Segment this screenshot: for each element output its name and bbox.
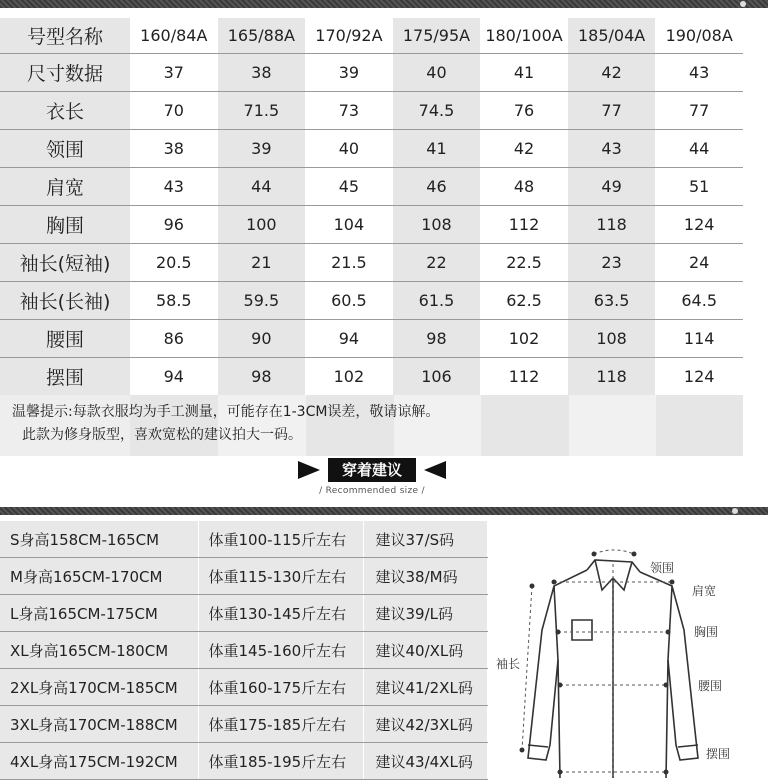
- value-cell: 39: [305, 54, 393, 92]
- value-cell: 51: [655, 168, 743, 206]
- measurement-dots: [520, 552, 675, 775]
- table-row: [0, 669, 487, 706]
- height-cell: 3XL身高170CM-188CM: [0, 706, 198, 743]
- weight-cell: 体重185-195斤左右: [198, 743, 363, 780]
- value-cell: 74.5: [393, 92, 481, 130]
- value-cell: 20.5: [130, 244, 218, 282]
- header-size-cell: 170/92A: [305, 18, 393, 54]
- value-cell: 106: [393, 358, 481, 396]
- value-cell: 90: [218, 320, 306, 358]
- value-cell: 22: [393, 244, 481, 282]
- size-table-header: [0, 18, 743, 54]
- size-table: [0, 18, 743, 396]
- value-cell: 44: [218, 168, 306, 206]
- row-label-cell: 腰围: [0, 320, 130, 358]
- height-cell: L身高165CM-175CM: [0, 595, 198, 632]
- value-cell: 21: [218, 244, 306, 282]
- weight-cell: 体重100-115斤左右: [198, 521, 363, 558]
- table-row: [0, 244, 743, 282]
- value-cell: 38: [130, 130, 218, 168]
- value-cell: 124: [655, 206, 743, 244]
- value-cell: 40: [305, 130, 393, 168]
- table-row: [0, 358, 743, 396]
- value-cell: 102: [480, 320, 568, 358]
- value-cell: 58.5: [130, 282, 218, 320]
- middle-divider-bar: [0, 507, 768, 515]
- label-collar: 领围: [650, 561, 675, 575]
- divider-dot-icon: [740, 1, 746, 7]
- height-cell: XL身高165CM-180CM: [0, 632, 198, 669]
- value-cell: 94: [130, 358, 218, 396]
- top-divider-bar: [0, 0, 768, 8]
- table-row: [0, 595, 487, 632]
- value-cell: 71.5: [218, 92, 306, 130]
- divider-dot-icon: [732, 508, 738, 514]
- table-row: [0, 130, 743, 168]
- value-cell: 70: [130, 92, 218, 130]
- value-cell: 114: [655, 320, 743, 358]
- value-cell: 48: [480, 168, 568, 206]
- label-sleeve: 袖长: [496, 657, 521, 671]
- size-cell: 建议43/4XL码: [363, 743, 487, 780]
- value-cell: 46: [393, 168, 481, 206]
- header-size-cell: 160/84A: [130, 18, 218, 54]
- value-cell: 22.5: [480, 244, 568, 282]
- value-cell: 44: [655, 130, 743, 168]
- value-cell: 37: [130, 54, 218, 92]
- right-arrow-icon: [424, 461, 446, 479]
- header-size-cell: 190/08A: [655, 18, 743, 54]
- header-size-cell: 175/95A: [393, 18, 481, 54]
- value-cell: 21.5: [305, 244, 393, 282]
- value-cell: 100: [218, 206, 306, 244]
- note-fit-advice: 此款为修身版型，喜欢宽松的建议拍大一码。: [22, 427, 302, 443]
- label-shoulder: 肩宽: [692, 584, 717, 598]
- value-cell: 64.5: [655, 282, 743, 320]
- recommend-subtitle: / Recommended size /: [319, 486, 425, 496]
- label-hem: 摆围: [706, 747, 731, 761]
- value-cell: 112: [480, 358, 568, 396]
- value-cell: 60.5: [305, 282, 393, 320]
- header-size-cell: 180/100A: [480, 18, 568, 54]
- height-cell: S身高158CM-165CM: [0, 521, 198, 558]
- value-cell: 73: [305, 92, 393, 130]
- value-cell: 49: [568, 168, 656, 206]
- measurement-lines: [522, 550, 675, 776]
- value-cell: 96: [130, 206, 218, 244]
- measurement-notes: [0, 395, 743, 456]
- row-label-cell: 摆围: [0, 358, 130, 396]
- value-cell: 24: [655, 244, 743, 282]
- label-waist: 腰围: [698, 679, 723, 693]
- value-cell: 39: [218, 130, 306, 168]
- value-cell: 43: [655, 54, 743, 92]
- value-cell: 42: [568, 54, 656, 92]
- value-cell: 59.5: [218, 282, 306, 320]
- recommend-table: [0, 521, 488, 780]
- row-label-cell: 肩宽: [0, 168, 130, 206]
- left-arrow-icon: [298, 461, 320, 479]
- weight-cell: 体重160-175斤左右: [198, 669, 363, 706]
- value-cell: 63.5: [568, 282, 656, 320]
- recommend-title-text: 穿着建议: [328, 458, 416, 482]
- size-cell: 建议37/S码: [363, 521, 487, 558]
- row-label-cell: 衣长: [0, 92, 130, 130]
- table-row: [0, 558, 487, 595]
- table-row: [0, 706, 487, 743]
- value-cell: 102: [305, 358, 393, 396]
- size-cell: 建议39/L码: [363, 595, 487, 632]
- size-cell: 建议40/XL码: [363, 632, 487, 669]
- shirt-diagram: [492, 540, 762, 778]
- table-row: [0, 632, 487, 669]
- value-cell: 112: [480, 206, 568, 244]
- row-label-cell: 袖长(长袖): [0, 282, 130, 320]
- weight-cell: 体重175-185斤左右: [198, 706, 363, 743]
- value-cell: 124: [655, 358, 743, 396]
- value-cell: 98: [218, 358, 306, 396]
- value-cell: 45: [305, 168, 393, 206]
- value-cell: 43: [568, 130, 656, 168]
- size-cell: 建议42/3XL码: [363, 706, 487, 743]
- header-size-cell: 165/88A: [218, 18, 306, 54]
- table-row: [0, 168, 743, 206]
- row-label-cell: 胸围: [0, 206, 130, 244]
- row-label-cell: 袖长(短袖): [0, 244, 130, 282]
- height-cell: 4XL身高175CM-192CM: [0, 743, 198, 780]
- value-cell: 108: [568, 320, 656, 358]
- value-cell: 118: [568, 206, 656, 244]
- table-row: [0, 282, 743, 320]
- recommend-title: [298, 458, 446, 482]
- label-chest: 胸围: [694, 625, 719, 639]
- table-row: [0, 521, 487, 558]
- header-size-cell: 185/04A: [568, 18, 656, 54]
- value-cell: 43: [130, 168, 218, 206]
- table-row: [0, 743, 487, 780]
- value-cell: 61.5: [393, 282, 481, 320]
- value-cell: 77: [568, 92, 656, 130]
- value-cell: 76: [480, 92, 568, 130]
- value-cell: 42: [480, 130, 568, 168]
- weight-cell: 体重115-130斤左右: [198, 558, 363, 595]
- value-cell: 108: [393, 206, 481, 244]
- table-row: [0, 320, 743, 358]
- value-cell: 38: [218, 54, 306, 92]
- value-cell: 23: [568, 244, 656, 282]
- height-cell: M身高165CM-170CM: [0, 558, 198, 595]
- row-label-cell: 尺寸数据: [0, 54, 130, 92]
- table-row: [0, 92, 743, 130]
- weight-cell: 体重130-145斤左右: [198, 595, 363, 632]
- value-cell: 118: [568, 358, 656, 396]
- height-cell: 2XL身高170CM-185CM: [0, 669, 198, 706]
- table-row: [0, 206, 743, 244]
- value-cell: 62.5: [480, 282, 568, 320]
- row-label-cell: 领围: [0, 130, 130, 168]
- weight-cell: 体重145-160斤左右: [198, 632, 363, 669]
- value-cell: 86: [130, 320, 218, 358]
- table-row: [0, 54, 743, 92]
- value-cell: 104: [305, 206, 393, 244]
- value-cell: 40: [393, 54, 481, 92]
- value-cell: 77: [655, 92, 743, 130]
- value-cell: 41: [393, 130, 481, 168]
- value-cell: 41: [480, 54, 568, 92]
- size-cell: 建议41/2XL码: [363, 669, 487, 706]
- note-measurement-error: 温馨提示:每款衣服均为手工测量，可能存在1-3CM误差，敬请谅解。: [12, 404, 440, 420]
- value-cell: 94: [305, 320, 393, 358]
- header-label-cell: 号型名称: [0, 18, 130, 54]
- value-cell: 98: [393, 320, 481, 358]
- size-cell: 建议38/M码: [363, 558, 487, 595]
